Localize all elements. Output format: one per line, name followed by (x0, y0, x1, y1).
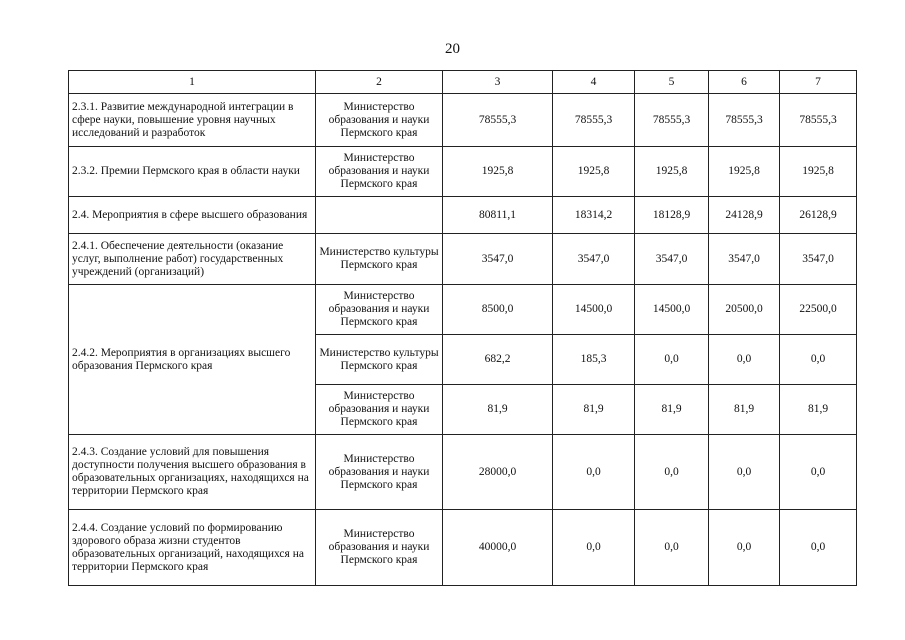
table-row (69, 435, 857, 510)
value-cell: 0,0 (780, 510, 857, 586)
value-cell: 78555,3 (709, 94, 780, 147)
executor-cell: Министерство образования и науки Пермского края (316, 285, 443, 335)
value-cell: 26128,9 (780, 197, 857, 234)
table-header-row (69, 71, 857, 94)
value-cell: 3547,0 (635, 234, 709, 285)
value-cell: 3547,0 (553, 234, 635, 285)
value-cell: 1925,8 (635, 147, 709, 197)
column-header: 4 (553, 71, 635, 94)
column-header: 3 (443, 71, 553, 94)
table-row (69, 94, 857, 147)
executor-cell: Министерство образования и науки Пермского края (316, 94, 443, 147)
value-cell: 0,0 (635, 510, 709, 586)
executor-cell: Министерство образования и науки Пермского края (316, 435, 443, 510)
value-cell: 0,0 (635, 435, 709, 510)
table-row (69, 197, 857, 234)
value-cell: 22500,0 (780, 285, 857, 335)
value-cell: 3547,0 (780, 234, 857, 285)
value-cell: 1925,8 (553, 147, 635, 197)
value-cell: 24128,9 (709, 197, 780, 234)
table-row (69, 510, 857, 586)
value-cell: 0,0 (709, 510, 780, 586)
value-cell: 14500,0 (635, 285, 709, 335)
value-cell: 81,9 (780, 385, 857, 435)
column-header: 7 (780, 71, 857, 94)
column-header: 1 (69, 71, 316, 94)
value-cell: 0,0 (780, 435, 857, 510)
table-row (69, 285, 857, 335)
value-cell: 3547,0 (709, 234, 780, 285)
activity-name: 2.4.4. Создание условий по формированию здорового образа жизни студентов образовательных организаций, находящихся на территории Пермского края (69, 510, 316, 586)
page-number: 20 (445, 41, 460, 57)
executor-cell (316, 197, 443, 234)
value-cell: 14500,0 (553, 285, 635, 335)
value-cell: 81,9 (709, 385, 780, 435)
value-cell: 28000,0 (443, 435, 553, 510)
value-cell: 78555,3 (553, 94, 635, 147)
activity-name: 2.4.3. Создание условий для повышения доступности получения высшего образования в образовательных организациях, находящихся на территории Пермского края (69, 435, 316, 510)
executor-cell: Министерство образования и науки Пермского края (316, 510, 443, 586)
activity-name: 2.4.1. Обеспечение деятельности (оказание услуг, выполнение работ) государственных учреждений (организаций) (69, 234, 316, 285)
value-cell: 682,2 (443, 335, 553, 385)
value-cell: 0,0 (709, 335, 780, 385)
executor-cell: Министерство культуры Пермского края (316, 335, 443, 385)
value-cell: 20500,0 (709, 285, 780, 335)
value-cell: 0,0 (635, 335, 709, 385)
value-cell: 0,0 (780, 335, 857, 385)
executor-cell: Министерство образования и науки Пермского края (316, 385, 443, 435)
value-cell: 81,9 (443, 385, 553, 435)
value-cell: 1925,8 (443, 147, 553, 197)
value-cell: 78555,3 (635, 94, 709, 147)
activity-name: 2.4. Мероприятия в сфере высшего образования (69, 197, 316, 234)
activity-name: 2.3.1. Развитие международной интеграции в сфере науки, повышение уровня научных исследований и разработок (69, 94, 316, 147)
column-header: 2 (316, 71, 443, 94)
value-cell: 40000,0 (443, 510, 553, 586)
value-cell: 185,3 (553, 335, 635, 385)
executor-cell: Министерство образования и науки Пермского края (316, 147, 443, 197)
value-cell: 0,0 (553, 435, 635, 510)
value-cell: 18128,9 (635, 197, 709, 234)
value-cell: 78555,3 (780, 94, 857, 147)
table-row (69, 234, 857, 285)
value-cell: 18314,2 (553, 197, 635, 234)
value-cell: 0,0 (709, 435, 780, 510)
activity-name: 2.4.2. Мероприятия в организациях высшего образования Пермского края (69, 285, 316, 435)
value-cell: 81,9 (553, 385, 635, 435)
value-cell: 78555,3 (443, 94, 553, 147)
value-cell: 8500,0 (443, 285, 553, 335)
value-cell: 1925,8 (709, 147, 780, 197)
column-header: 5 (635, 71, 709, 94)
activity-name: 2.3.2. Премии Пермского края в области науки (69, 147, 316, 197)
value-cell: 80811,1 (443, 197, 553, 234)
table-row (69, 147, 857, 197)
value-cell: 0,0 (553, 510, 635, 586)
column-header: 6 (709, 71, 780, 94)
executor-cell: Министерство культуры Пермского края (316, 234, 443, 285)
value-cell: 1925,8 (780, 147, 857, 197)
value-cell: 81,9 (635, 385, 709, 435)
budget-table (68, 70, 857, 586)
value-cell: 3547,0 (443, 234, 553, 285)
